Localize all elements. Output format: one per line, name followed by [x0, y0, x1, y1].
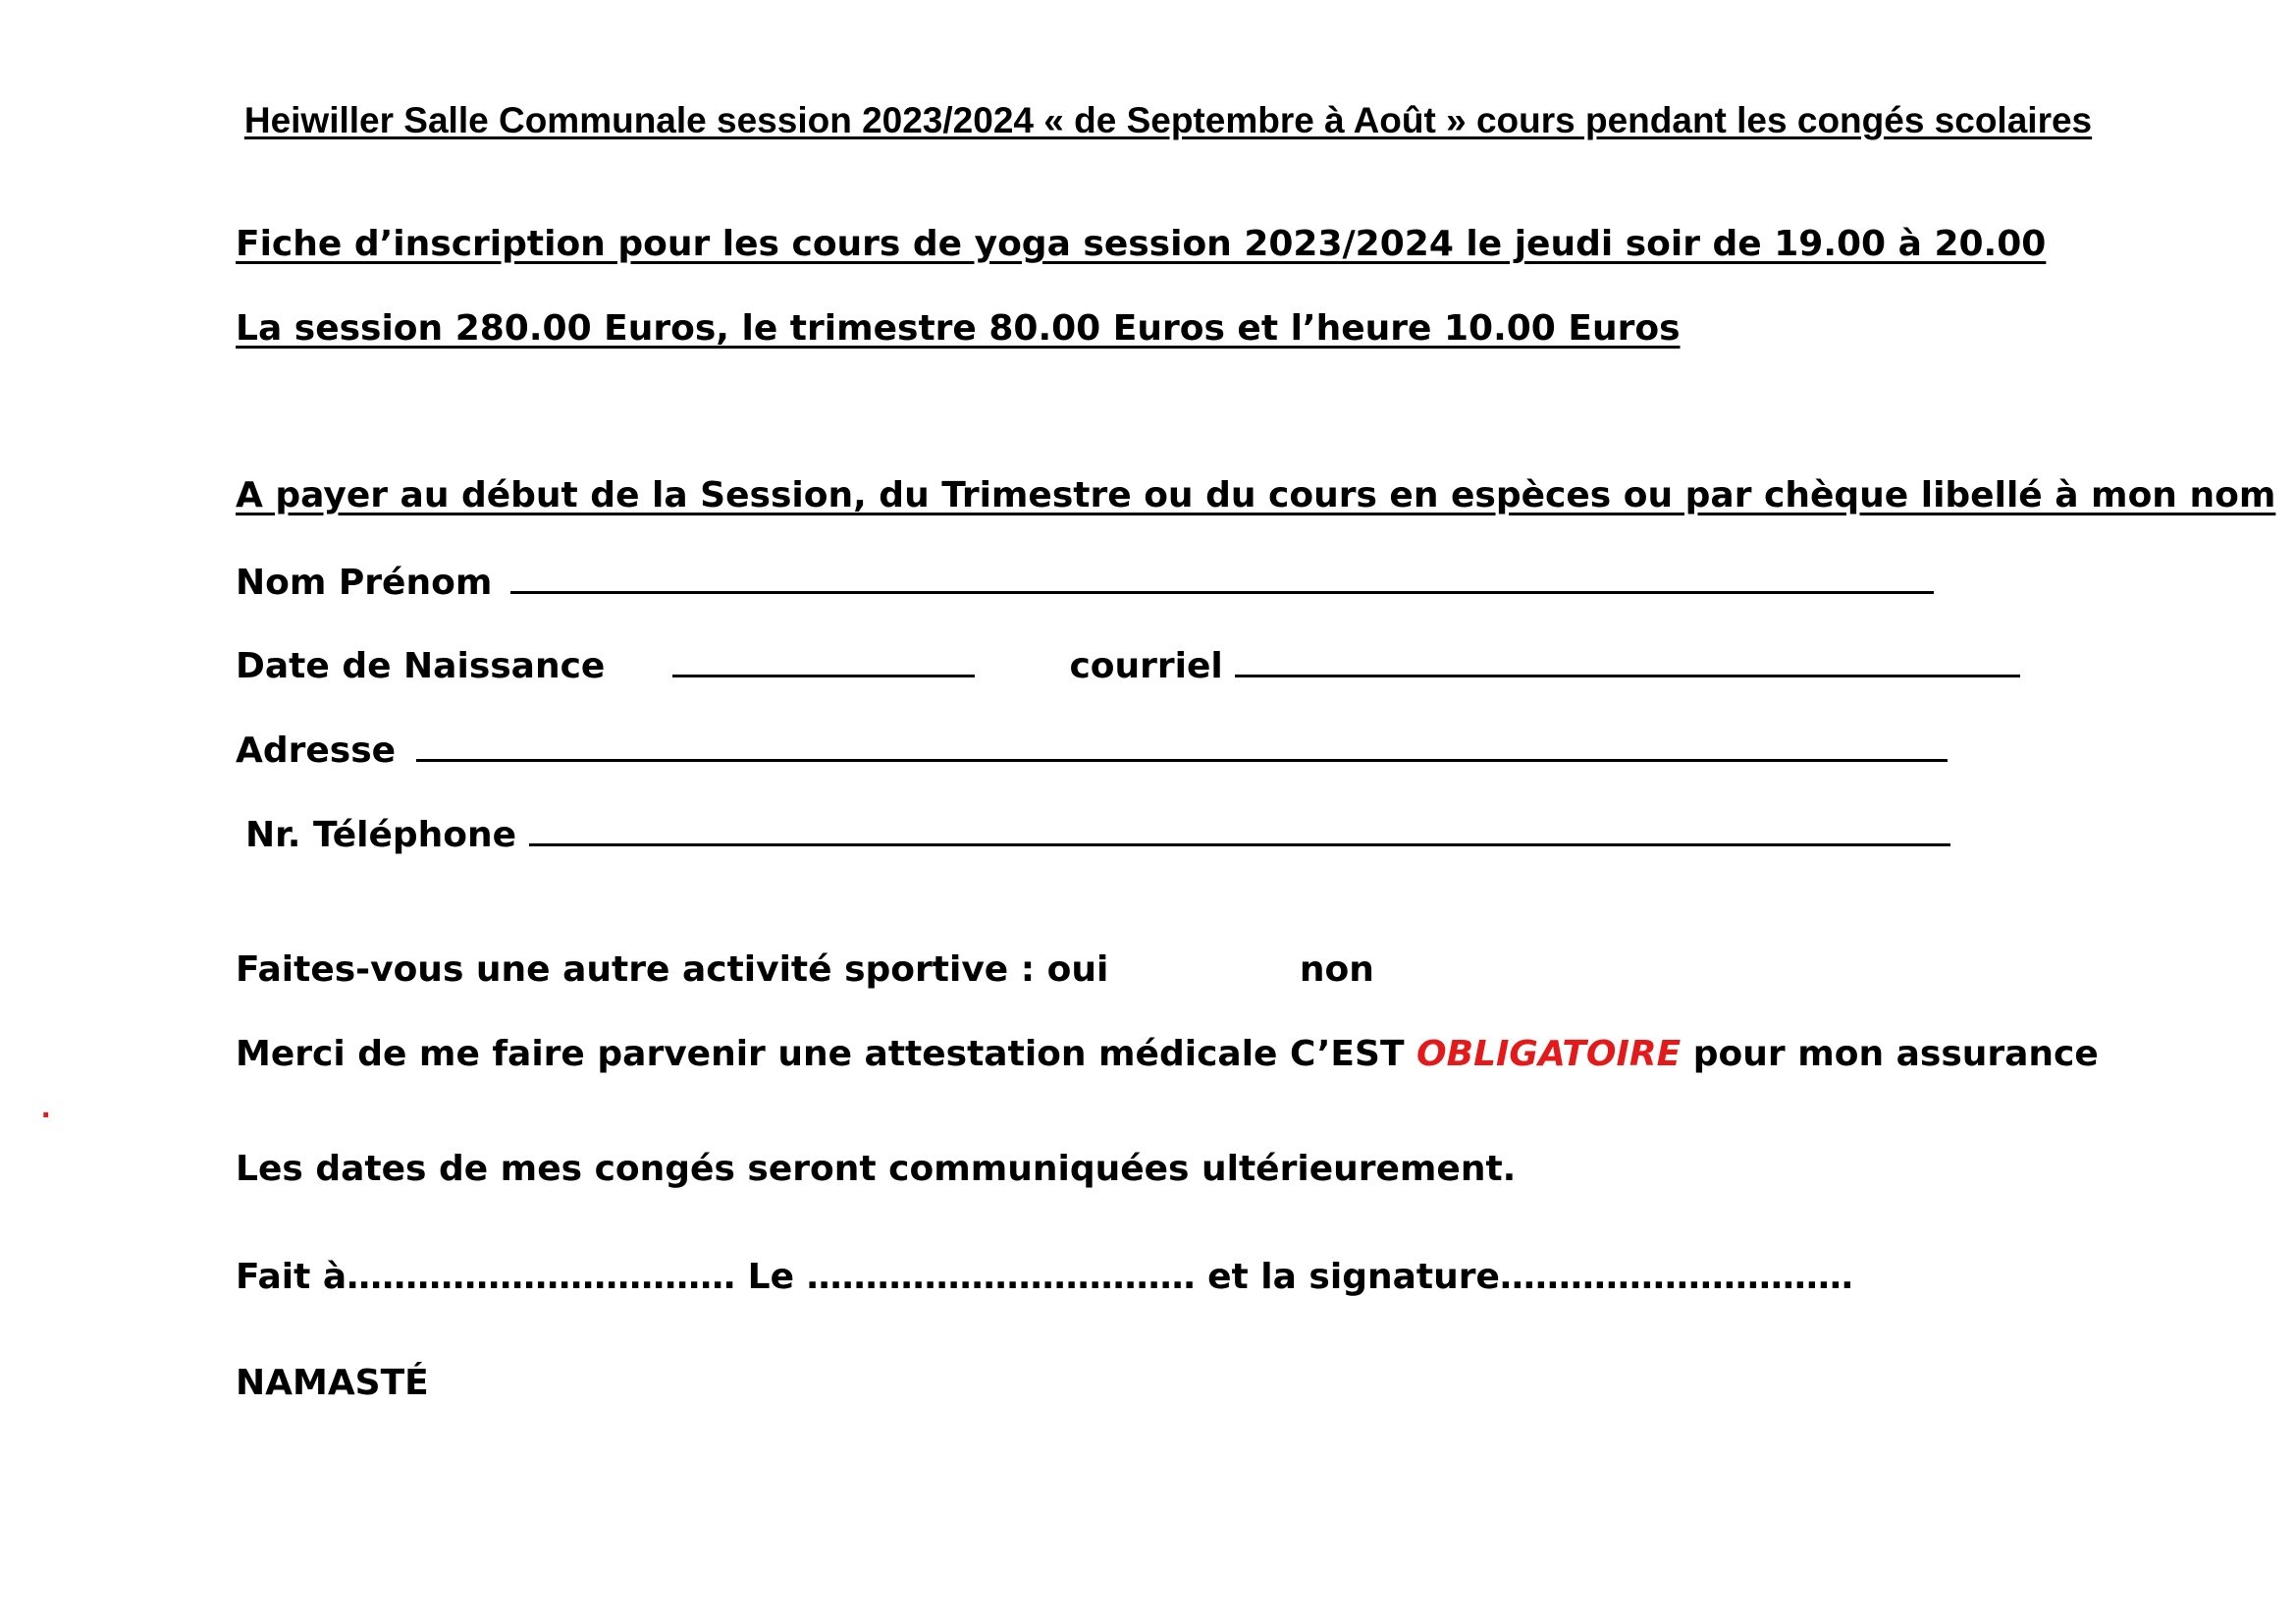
conges-line: Les dates de mes congés seront communiquées ultérieurement. [236, 1149, 1517, 1189]
obligatoire-highlight: OBLIGATOIRE [1416, 1034, 1682, 1074]
adresse-field[interactable] [416, 726, 1948, 762]
tarifs-line: La session 280.00 Euros, le trimestre 80.00 Euros et l’heure 10.00 Euros [236, 308, 1681, 349]
nom-label: Nom Prénom [236, 563, 493, 603]
closing-text: NAMASTÉ [236, 1363, 429, 1403]
paiement-line: A payer au début de la Session, du Trimestre ou du cours en espèces ou par chèque libellé à mon nom [236, 475, 2276, 515]
nom-row [236, 558, 1934, 606]
adresse-row [236, 726, 1948, 774]
inscription-line: Fiche d’inscription pour les cours de yoga session 2023/2024 le jeudi soir de 19.00 à 20.00 [236, 224, 2047, 264]
activite-non-label: non [1299, 949, 1374, 990]
naissance-label: Date de Naissance [236, 646, 606, 686]
telephone-row [245, 810, 1950, 858]
nom-field[interactable] [510, 558, 1934, 594]
courriel-field[interactable] [1235, 641, 2020, 677]
adresse-label: Adresse [236, 730, 397, 771]
naissance-field[interactable] [672, 641, 975, 677]
attestation-text: Merci de me faire parvenir une attestation médicale C’EST [236, 1034, 1417, 1074]
activite-row [236, 947, 1374, 993]
telephone-field[interactable] [529, 810, 1950, 846]
attestation-text-end: pour mon assurance [1681, 1034, 2099, 1074]
telephone-label: Nr. Téléphone [245, 815, 517, 855]
activite-oui-label: Faites-vous une autre activité sportive : oui [236, 949, 1109, 990]
signature-line: Fait à…………………………… Le …………………………… et la signature………………………… [236, 1257, 1853, 1297]
attestation-row [236, 1032, 2099, 1077]
page-title: Heiwiller Salle Communale session 2023/2024 « de Septembre à Août » cours pendant les congés scolaires [243, 100, 2093, 140]
naissance-row [236, 641, 2020, 689]
courriel-label: courriel [1069, 646, 1223, 686]
side-mark: . [41, 1088, 51, 1125]
